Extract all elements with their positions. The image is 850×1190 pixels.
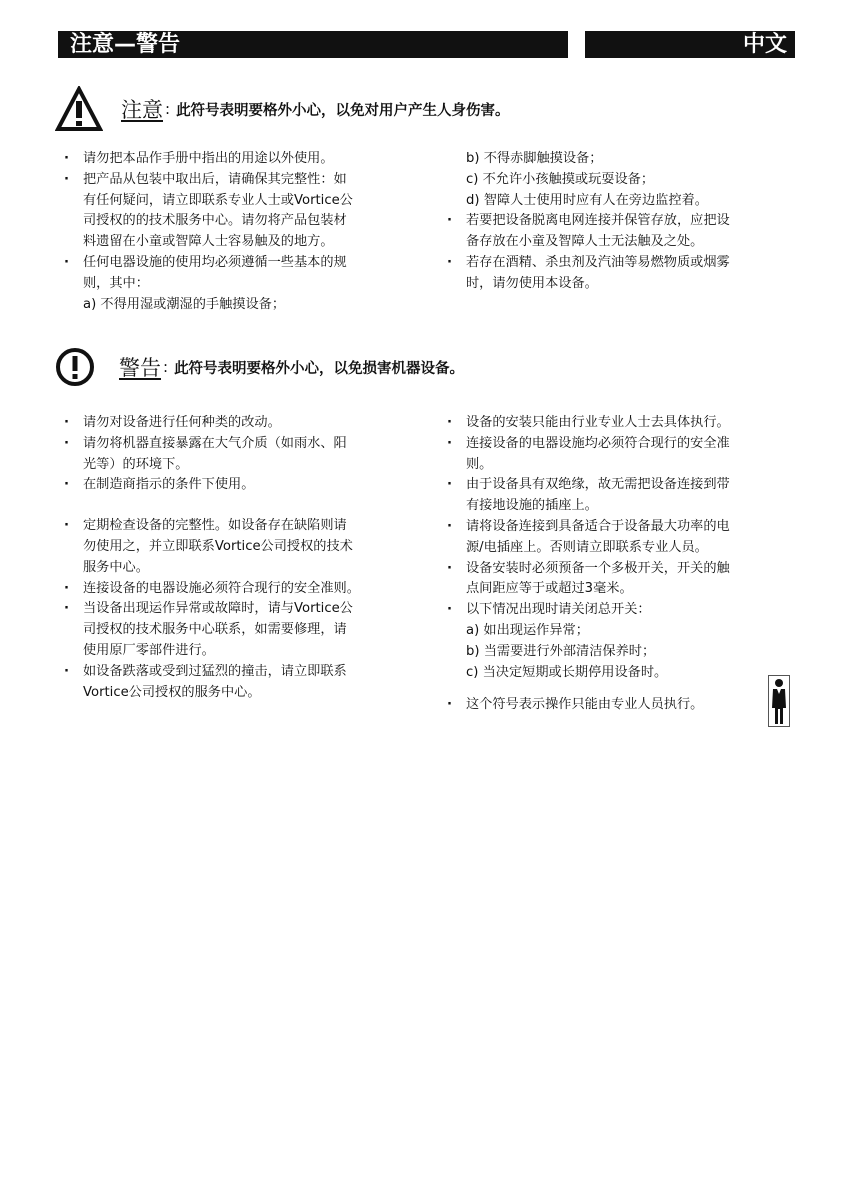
list-item-line: c) 当决定短期或长期停用设备时。 xyxy=(466,664,668,680)
list-item-line: Vortice公司授权的服务中心。 xyxy=(83,684,261,700)
list-item-line: 时，请勿使用本设备。 xyxy=(466,275,598,291)
list-item-line: 司授权的技术服务中心联系，如需要修理，请 xyxy=(83,622,347,638)
warning-list-item xyxy=(441,413,781,434)
warning-list-item xyxy=(58,579,398,600)
warning-list-item xyxy=(58,413,398,434)
list-item-line: · 请勿将机器直接暴露在大气介质（如雨水、阳 xyxy=(83,435,347,451)
list-item-line: · 如设备跌落或受到过猛烈的撞击，请立即联系 xyxy=(83,663,347,679)
list-item-line: · 连接设备的电器设施均必须符合现行的安全准 xyxy=(466,435,730,451)
list-item-line: 有接地设施的插座上。 xyxy=(466,498,598,514)
list-item-line: b) 当需要进行外部清洁保养时； xyxy=(466,643,656,659)
qualified-personnel-icon xyxy=(768,675,790,727)
caution-list-item xyxy=(58,149,398,170)
caution-text: 此符号表明要格外小心，以免对用户产生人身伤害。 xyxy=(176,102,510,119)
caution-sub-list xyxy=(441,149,781,211)
list-item-line: a) 不得用湿或潮湿的手触摸设备； xyxy=(83,296,286,312)
language-bar xyxy=(585,31,795,58)
list-item-line: 料遗留在小童或智障人士容易触及的地方。 xyxy=(83,234,334,250)
list-item-line: · 这个符号表示操作只能由专业人员执行。 xyxy=(466,697,704,713)
warning-right-column xyxy=(441,413,781,716)
warning-text: 此符号表明要格外小心，以免损害机器设备。 xyxy=(174,360,465,377)
list-item-line: · 以下情况出现时请关闭总开关： xyxy=(466,602,651,618)
warning-list-item xyxy=(58,475,398,496)
list-item-line: · 由于设备具有双绝缘，故无需把设备连接到带 xyxy=(466,477,730,493)
list-item-line: 源/电插座上。否则请立即联系专业人员。 xyxy=(466,539,708,555)
caution-list-item xyxy=(441,253,781,295)
exclamation-circle-icon xyxy=(55,347,95,387)
caution-list-item xyxy=(58,170,398,253)
list-item-line: 光等）的环境下。 xyxy=(83,456,189,472)
list-item-line: · 任何电器设施的使用均必须遵循一些基本的规 xyxy=(83,254,347,270)
warning-list-item xyxy=(441,695,781,716)
list-item-line: · 若要把设备脱离电网连接并保管存放，应把设 xyxy=(466,213,730,229)
warning-label: 警告 xyxy=(119,356,161,380)
list-item-line: 勿使用之，并立即联系Vortice公司授权的技术 xyxy=(83,538,353,554)
list-item-line: · 当设备出现运作异常或故障时，请与Vortice公 xyxy=(83,601,353,617)
sub-list-line: b) 不得赤脚触摸设备； xyxy=(466,151,603,166)
list-item-line: 则，其中： xyxy=(83,275,149,291)
list-item-line: 则。 xyxy=(466,456,493,472)
language-label: 中文 xyxy=(742,32,787,57)
warning-list-item xyxy=(441,517,781,559)
list-item-line: · 设备安装时必须预备一个多极开关，开关的触 xyxy=(466,560,730,576)
warning-list-item xyxy=(58,516,398,578)
warning-list-item xyxy=(441,475,781,517)
list-item-line: 备存放在小童及智障人士无法触及之处。 xyxy=(466,234,704,250)
list-item-line: 服务中心。 xyxy=(83,559,149,575)
warning-list-item xyxy=(58,599,398,661)
warning-colon: : xyxy=(163,358,169,376)
spacer xyxy=(58,496,398,516)
sub-list-line: c) 不允许小孩触摸或玩耍设备； xyxy=(466,171,655,187)
caution-list-item xyxy=(58,253,398,315)
list-item-line: · 把产品从包装中取出后，请确保其完整性：如 xyxy=(83,171,347,187)
warning-list-item xyxy=(58,662,398,704)
list-item-line: 使用原厂零部件进行。 xyxy=(83,642,215,658)
list-item-line: · 请勿对设备进行任何种类的改动。 xyxy=(83,415,281,430)
warning-list-item xyxy=(58,434,398,476)
caution-colon: : xyxy=(165,100,171,118)
list-item-line: 司授权的的技术服务中心。请勿将产品包装材 xyxy=(83,213,347,229)
caution-notice xyxy=(55,86,510,132)
caution-list-item xyxy=(441,211,781,253)
spacer xyxy=(441,683,781,695)
warning-list-item xyxy=(441,600,781,683)
sub-list-line: d) 智障人士使用时应有人在旁边监控着。 xyxy=(466,192,708,208)
section-title: 注意—警告 xyxy=(70,32,181,57)
caution-label: 注意 xyxy=(121,98,163,122)
list-item-line: 有任何疑问，请立即联系专业人士或Vortice公 xyxy=(83,192,353,208)
list-item-line: · 请勿把本品作手册中指出的用途以外使用。 xyxy=(83,151,334,166)
warning-triangle-icon xyxy=(55,86,103,132)
list-item-line: 点间距应等于或超过3毫米。 xyxy=(466,581,633,597)
warning-left-column xyxy=(58,413,398,703)
section-title-bar xyxy=(58,31,568,58)
warning-right-list-b xyxy=(441,695,781,716)
list-item-line: · 在制造商指示的条件下使用。 xyxy=(83,477,255,493)
warning-left-list-a xyxy=(58,413,398,496)
caution-right-column xyxy=(441,149,781,295)
warning-list-item xyxy=(441,559,781,601)
list-item-line: · 定期检查设备的完整性。如设备存在缺陷则请 xyxy=(83,518,347,534)
list-item-line: · 连接设备的电器设施必须符合现行的安全准则。 xyxy=(83,580,360,596)
warning-right-list-a xyxy=(441,413,781,683)
warning-notice xyxy=(55,347,464,387)
warning-list-item xyxy=(441,434,781,476)
warning-left-list-b xyxy=(58,516,398,703)
list-item-line: · 若存在酒精、杀虫剂及汽油等易燃物质或烟雾 xyxy=(466,254,730,270)
list-item-line: · 请将设备连接到具备适合于设备最大功率的电 xyxy=(466,518,730,534)
caution-left-column xyxy=(58,149,398,315)
list-item-line: · 设备的安装只能由行业专业人士去具体执行。 xyxy=(466,415,730,430)
caution-right-list xyxy=(441,211,781,294)
list-item-line: a) 如出现运作异常； xyxy=(466,622,589,638)
